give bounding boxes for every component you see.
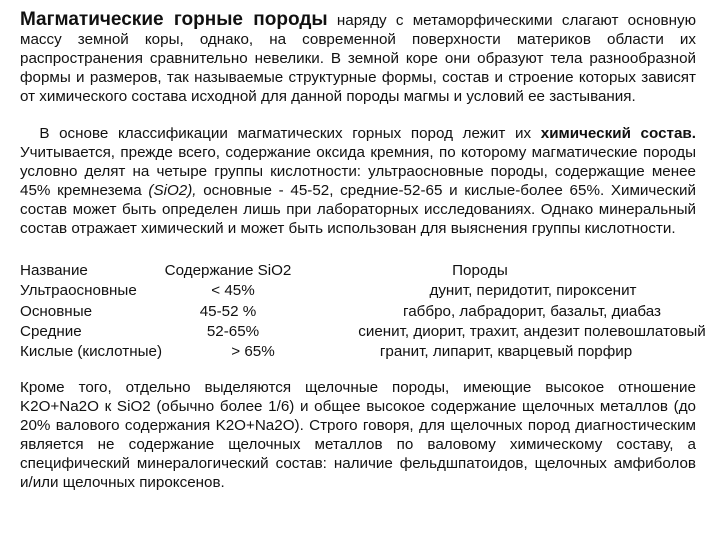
row-silica: 45-52 % xyxy=(199,302,257,320)
row-silica: > 65% xyxy=(231,343,275,361)
intro-paragraph xyxy=(20,10,696,106)
row-rocks: дунит, перидотит, пироксенит xyxy=(429,282,637,300)
row-rocks: сиенит, диорит, трахит, андезит полевошлатовый xyxy=(358,322,706,340)
classification-lead: В основе классификации магматических горных пород лежит их xyxy=(39,125,532,142)
alkaline-text: Кроме того, отдельно выделяются щелочные породы, имеющие высокое отношение K2O+Na2O к SiO2 (обычно более 1/6) и общее высокое содержание щелочных металлов (до 20% валового содержания K2O+Na2O). Строго говоря, для щелочных пород диагностическим является не содержание щелочных металлов по валовому химическому составу, а специфический минералогический состав: наличие фельдшпатоидов, щелочных амфиболов и/или щелочных пироксенов. xyxy=(20,379,696,492)
row-name: Ультраосновные xyxy=(20,282,137,300)
table-row xyxy=(20,322,706,343)
row-silica: 52-65% xyxy=(206,322,260,340)
document-title: Магматические горные породы xyxy=(20,9,328,30)
row-name: Кислые (кислотные) xyxy=(20,343,163,361)
row-name: Средние xyxy=(20,322,82,340)
classification-paragraph xyxy=(20,124,696,239)
table-row xyxy=(20,282,700,302)
row-rocks: гранит, липарит, кварцевый порфир xyxy=(379,343,633,361)
header-rocks: Породы xyxy=(452,262,508,279)
row-rocks: габбро, лабрадорит, базальт, диабаз xyxy=(403,302,661,320)
intro-text: наряду с метаморфическими слагают основную массу земной коры, однако, на современной поверхности материков области их распространения сравнительно невелики. В земной коре они образуют тела разнообразной формы и размеров, так называемые структурные формы, состав и строение которых зависят от химического состава исходной для данной породы магмы и условий ее застывания. xyxy=(20,12,696,106)
header-silica: Содержание SiO2 xyxy=(164,262,292,279)
table-row xyxy=(20,303,700,323)
row-silica: < 45% xyxy=(211,282,255,300)
table-header-row xyxy=(20,262,700,282)
header-name: Название xyxy=(20,262,88,279)
alkaline-paragraph xyxy=(20,378,696,493)
chemical-composition-term: химический состав. xyxy=(540,125,696,142)
row-name: Основные xyxy=(20,302,93,320)
table-row xyxy=(20,343,700,363)
classification-mid: Учитывается, прежде всего, содержание оксида кремния, по которому магматические породы условно делят на четыре группы кислотности: ультраосновные породы, содержащие менее 45% кремнезема xyxy=(20,144,696,200)
silica-formula: (SiO2), xyxy=(148,182,197,200)
classification-tail: основные - 45-52, средние-52-65 и кислые-более 65%. Химический состав может быть определен лишь при лабораторных исследованиях. Однако минеральный состав отражает химический и может быть использован для выяснения группы кислотности. xyxy=(20,182,696,238)
acidity-table xyxy=(20,262,706,363)
